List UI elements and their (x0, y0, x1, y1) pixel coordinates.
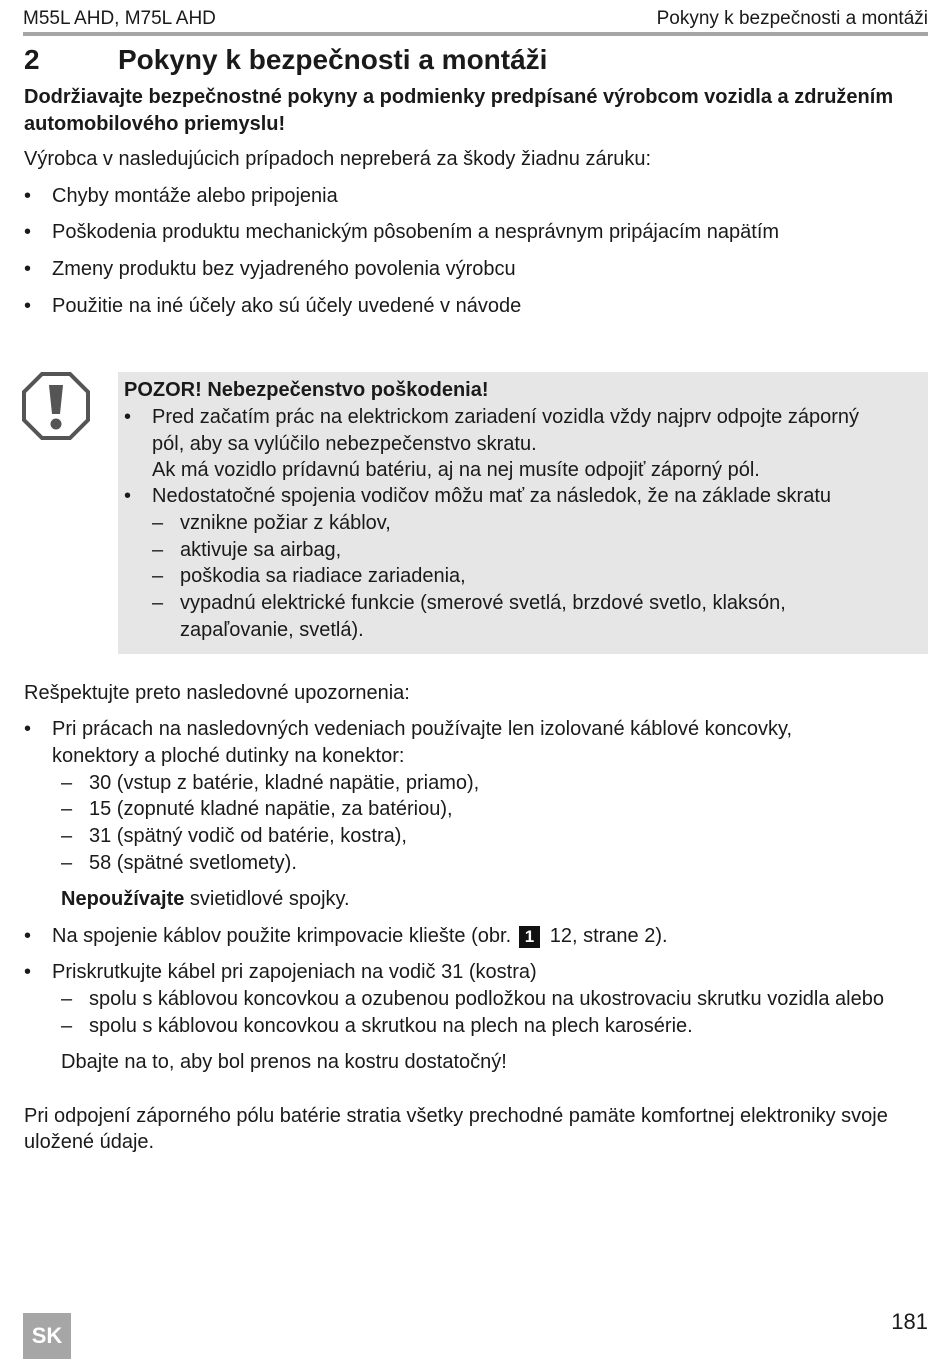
header-model: M55L AHD, M75L AHD (23, 8, 216, 29)
warning-text: zapaľovanie, svetlá). (180, 619, 364, 641)
note-text: Dbajte na to, aby bol prenos na kostru dostatočný! (61, 1051, 507, 1073)
note-text: Nepoužívajte svietidlové spojky. (61, 888, 350, 910)
chapter-title: Pokyny k bezpečnosti a montáži (118, 44, 548, 75)
figure-badge: 1 (519, 926, 540, 948)
chapter-number: 2 (24, 44, 40, 75)
intro-paragraph: Výrobca v nasledujúcich prípadoch nepreberá za škody žiadnu záruku: (24, 148, 652, 170)
warning-title: POZOR! Nebezpečenstvo poškodenia! (124, 379, 489, 401)
closing-paragraph: uložené údaje. (24, 1131, 155, 1153)
note-text: konektory a ploché dutinky na konektor: (52, 745, 405, 767)
warning-bullet: • (124, 406, 132, 428)
header-section: Pokyny k bezpečnosti a montáži (656, 8, 928, 29)
respect-paragraph: Rešpektujte preto nasledovné upozornenia: (24, 682, 410, 704)
warning-octagon-icon (22, 372, 90, 440)
warning-text: Ak má vozidlo prídavnú batériu, aj na nej musíte odpojiť záporný pól. (152, 459, 760, 481)
warning-text: pól, aby sa vylúčilo nebezpečenstvo skratu. (152, 433, 537, 455)
warning-bullet: • (124, 485, 132, 507)
closing-paragraph: Pri odpojení záporného pólu batérie stratia všetky prechodné pamäte komfortnej elektroniky svoje (24, 1105, 888, 1127)
warning-text: Nedostatočné spojenia vodičov môžu mať za následok, že na základe skratu (152, 485, 831, 507)
warning-text: Pred začatím prác na elektrickom zariadení vozidla vždy najprv odpojte záporný (152, 406, 860, 428)
language-tab: SK (23, 1313, 71, 1359)
page-header (23, 6, 928, 36)
lead-paragraph: Dodržiavajte bezpečnostné pokyny a podmienky predpísané výrobcom vozidla a združením automobilového priemyslu! (24, 86, 894, 135)
page-number: 181 (891, 1309, 928, 1334)
